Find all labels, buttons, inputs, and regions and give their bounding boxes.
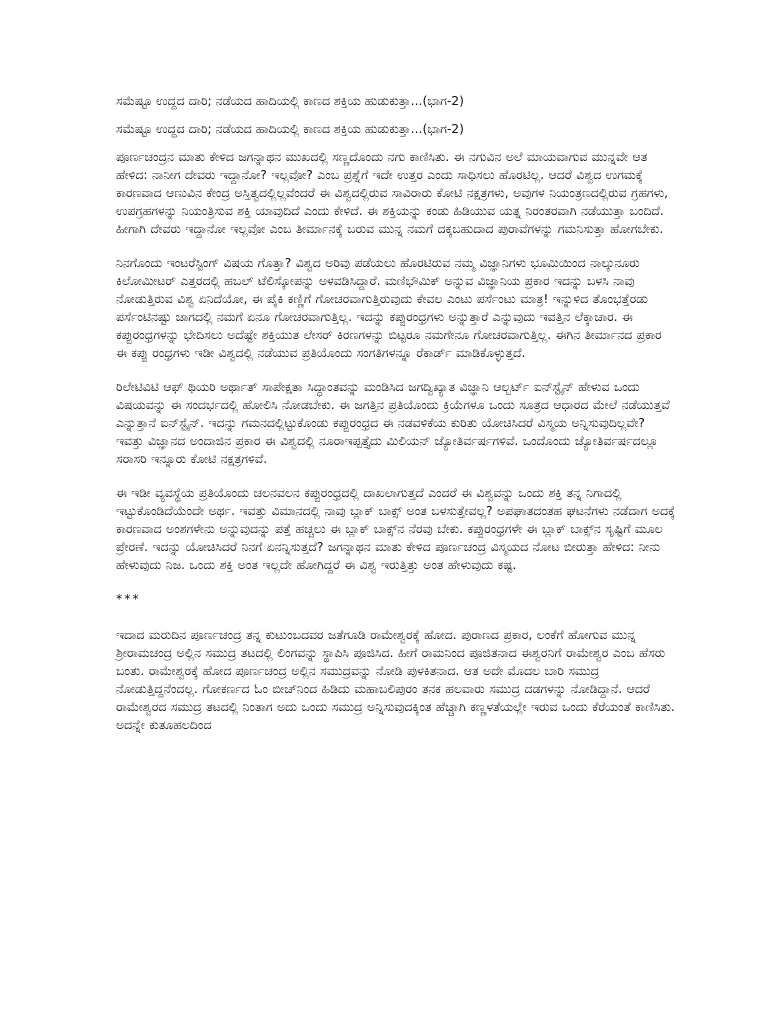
section-separator: *** (116, 591, 141, 606)
paragraph-1: ಪೂರ್ಣಚಂದ್ರನ ಮಾತು ಕೇಳಿದ ಜಗನ್ನಾಥನ ಮುಖದಲ್ಲಿ ಸಣ್ಣದೊಂದು ನಗು ಕಾಣಿಸಿತು. ಈ ನಗುವಿನ ಅಲೆ ಮಾಯವಾಗುವ ಮುನ್ನವೇ ಆತ ಹೇಳಿದ: ನಾನೀಗ ದೇವರು ಇದ್ದಾನೋ? ಇಲ್ಲವೋ? ಎಂಬ ಪ್ರಶ್ನೆಗೆ ಇದೇ ಉತ್ತರ ಎಂದು ಸಾಧಿಸಲು ಹೊರಟಿಲ್ಲ. ಆದರೆ ವಿಶ್ವದ ಉಗಮಕ್ಕೆ ಕಾರಣವಾದ ಆಣುವಿನ ಕೇಂದ್ರ ಅಸ್ತಿತ್ವದಲ್ಲಿಲ್ಲವೆಂದರೆ ಈ ವಿಶ್ವದಲ್ಲಿರುವ ಸಾವಿರಾರು ಕೋಟಿ ನಕ್ಷತ್ರಗಳು, ಅವುಗಳ ನಿಯಂತ್ರಣದಲ್ಲಿರುವ ಗ್ರಹಗಳು, ಉಪಗ್ರಹಗಳನ್ನು ನಿಯಂತ್ರಿಸುವ ಶಕ್ತಿ ಯಾವುದಿದೆ ಎಂದು ಕೇಳಿದೆ. ಈ ಶಕ್ತಿಯನ್ನು ಕಂಡು ಹಿಡಿಯುವ ಯತ್ನ ನಿರಂತರವಾಗಿ ನಡೆಯುತ್ತಾ ಬಂದಿದೆ. ಹೀಗಾಗಿ ದೇವರು ಇದ್ದಾನೋ ಇಲ್ಲವೋ ಎಂಬ ತೀರ್ಮಾನಕ್ಕೆ ಬರುವ ಮುನ್ನ ನಮಗೆ ದಕ್ಕಬಹುದಾದ ಪುರಾವೆಗಳನ್ನು ಗಮನಿಸುತ್ತಾ ಹೋಗಬೇಕು. (116, 149, 669, 236)
paragraph-2: ನಿನಗೊಂದು ಇಂಟರೆಸ್ಟಿಂಗ್ ವಿಷಯ ಗೊತ್ತಾ? ವಿಶ್ವದ ಅರಿವು ಪಡೆಯಲು ಹೊರಟಿರುವ ನಮ್ಮ ವಿಜ್ಞಾನಿಗಳು ಭೂಮಿಯಿಂದ ನಾಲ್ಕುನೂರು ಕಿಲೋಮೀಟರ್ ಎತ್ತರದಲ್ಲಿ ಹಬಲ್ ಟೆಲಿಸ್ಕೋಪನ್ನು ಅಳವಡಿಸಿದ್ದಾರೆ. ಮಣಿಭೌಮಿಕ್ ಅನ್ನುವ ವಿಜ್ಞಾನಿಯ ಪ್ರಕಾರ ಇದನ್ನು ಬಳಸಿ ನಾವು ನೋಡುತ್ತಿರುವ ವಿಶ್ವ ಏನಿದೆಯೋ, ಈ ಪೈಕಿ ಕಣ್ಣಿಗೆ ಗೋಚರವಾಗುತ್ತಿರುವುದು ಕೇವಲ ಎಂಟು ಪರ್ಸೆಂಟು ಮಾತ್ರ! ಇನ್ನುಳಿದ ತೊಂಭತ್ತೆರಡು ಪರ್ಸೆಂಟಿನಷ್ಟು ಜಾಗದಲ್ಲಿ ನಮಗೆ ಏನೂ ಗೋಚರವಾಗುತ್ತಿಲ್ಲ. ಇದನ್ನು ಕಪ್ಪುರಂಧ್ರಗಳು ಅನ್ನುತ್ತಾರೆ ಎನ್ನುವುದು ಇವತ್ತಿನ ಲೆಕ್ಕಾಚಾರ. ಈ ಕಪ್ಪುರಂಧ್ರಗಳನ್ನು ಭೇದಿಸಲು ಅದೆಷ್ಟೇ ಶಕ್ತಿಯುತ ಲೇಸರ್ ಕಿರಣಗಳನ್ನು ಬಿಟ್ಟರೂ ನಮಗೇನೂ ಗೋಚರವಾಗುತ್ತಿಲ್ಲ. ಈಗಿನ ತೀರ್ಮಾನದ ಪ್ರಕಾರ ಈ ಕಪ್ಪು ರಂಧ್ರಗಳು ಇಡೀ ವಿಶ್ವದಲ್ಲಿ ನಡೆಯುವ ಪ್ರತಿಯೊಂದು ಸಂಗತಿಗಳನ್ನೂ ರೆಕಾರ್ಡ್ ಮಾಡಿಕೊಳ್ಳುತ್ತದೆ. (116, 255, 662, 360)
paragraph-4: ಈ ಇಡೀ ವ್ಯವಸ್ಥೆಯ ಪ್ರತಿಯೊಂದು ಚಲನವಲನ ಕಪ್ಪುರಂಧ್ರದಲ್ಲಿ ದಾಖಲಾಗುತ್ತದೆ ಎಂದರೆ ಈ ವಿಶ್ವವನ್ನು ಒಂದು ಶಕ್ತಿ ತನ್ನ ನಿಗಾದಲ್ಲಿ ಇಟ್ಟುಕೊಂಡಿದೆಯೆಂದೇ ಅರ್ಥ. ಇವತ್ತು ವಿಮಾನದಲ್ಲಿ ನಾವು ಬ್ಲಾಕ್ ಬಾಕ್ಸ್ ಅಂತ ಬಳಸುತ್ತೇವಲ್ಲ? ಅಪಘಾತದಂತಹ ಘಟನೆಗಳು ನಡೆದಾಗ ಅದಕ್ಕೆ ಕಾರಣವಾದ ಅಂಶಗಳೇನು ಅನ್ನುವುದನ್ನು ಪತ್ತೆ ಹಚ್ಚಲು ಈ ಬ್ಲಾಕ್ ಬಾಕ್ಸ್‌ನ ನೆರವು ಬೇಕು. ಕಪ್ಪುರಂಧ್ರಗಳೇ ಈ ಬ್ಲಾಕ್ ಬಾಕ್ಸ್‌ನ ಸೃಷ್ಟಿಗೆ ಮೂಲ ಪ್ರೇರಣೆ. ಇದನ್ನು ಯೋಚಿಸಿದರೆ ನಿನಗೆ ಏನನ್ನಿಸುತ್ತದೆ? ಜಗನ್ನಾಥನ ಮಾತು ಕೇಳಿದ ಪೂರ್ಣಚಂದ್ರ ವಿಸ್ಮಯದ ನೋಟ ಬೀರುತ್ತಾ ಹೇಳಿದ: ನೀನು ಹೇಳುವುದು ನಿಜ. ಒಂದು ಶಕ್ತಿ ಅಂತ ಇಲ್ಲದೇ ಹೋಗಿದ್ದರೆ ಈ ವಿಶ್ವ ಇರುತ್ತಿತ್ತು ಅಂತ ಹೇಳುವುದು ಕಷ್ಟ. (116, 485, 676, 572)
article-title: ಸಮೆಷ್ಟೂ ಉದ್ದದ ದಾರಿ; ನಡೆಯದ ಹಾದಿಯಲ್ಲಿ ಕಾಣದ ಶಕ್ತಿಯ ಹುಡುಕುತ್ತಾ...(ಭಾಗ-2) (116, 93, 465, 108)
document-page (116, 92, 676, 750)
paragraph-5: ಇದಾದ ಮರುದಿನ ಪೂರ್ಣಚಂದ್ರ ತನ್ನ ಕುಟುಂಬದವರ ಜತೆಗೂಡಿ ರಾಮೇಶ್ವರಕ್ಕೆ ಹೋದ. ಪುರಾಣದ ಪ್ರಕಾರ, ಲಂಕೆಗೆ ಹೋಗುವ ಮುನ್ನ ಶ್ರೀರಾಮಚಂದ್ರ ಅಲ್ಲಿನ ಸಮುದ್ರ ತಟದಲ್ಲಿ ಲಿಂಗವನ್ನು ಸ್ಥಾಪಿಸಿ ಪೂಜಿಸಿದ. ಹೀಗೆ ರಾಮನಿಂದ ಪೂಜಿತನಾದ ಈಶ್ವರನಿಗೆ ರಾಮೇಶ್ವರ ಎಂಬ ಹೆಸರು ಬಂತು. ರಾಮೇಶ್ವರಕ್ಕೆ ಹೋದ ಪೂರ್ಣಚಂದ್ರ ಅಲ್ಲಿನ ಸಮುದ್ರವನ್ನು ನೋಡಿ ಪುಳಕಿತನಾದ. ಆತ ಅದೇ ಮೊದಲ ಬಾರಿ ಸಮುದ್ರ ನೋಡುತ್ತಿದ್ದನೆಂದಲ್ಲ. ಗೋಕರ್ಣದ ಓಂ ಬೀಚ್‌ನಿಂದ ಹಿಡಿದು ಮಹಾಬಲಿಪುರಂ ತನಕ ಹಲವಾರು ಸಮುದ್ರ ದಡಗಳನ್ನು ನೋಡಿದ್ದಾನೆ. ಆದರೆ ರಾಮೇಶ್ವರದ ಸಮುದ್ರ ತಟದಲ್ಲಿ ನಿಂತಾಗ ಅದು ಒಂದು ಸಮುದ್ರ ಅನ್ನಿಸುವುದಕ್ಕಿಂತ ಹೆಚ್ಚಾಗಿ ಕಣ್ಣಳತೆಯಲ್ಲೇ ಇರುವ ಒಂದು ಕೆರೆಯಂತೆ ಕಾಣಿಸಿತು. ಅದನ್ನೇ ಕುತೂಹಲದಿಂದ (116, 627, 675, 732)
article-title-repeat: ಸಮೆಷ್ಟೂ ಉದ್ದದ ದಾರಿ; ನಡೆಯದ ಹಾದಿಯಲ್ಲಿ ಕಾಣದ ಶಕ್ತಿಯ ಹುಡುಕುತ್ತಾ...(ಭಾಗ-2) (116, 121, 465, 136)
paragraph-3: ರಿಲೇಟಿವಿಟಿ ಆಫ್ ಥಿಯರಿ ಅರ್ಥಾತ್ ಸಾಪೇಕ್ಷತಾ ಸಿದ್ಧಾಂತವನ್ನು ಮಂಡಿಸಿದ ಜಗದ್ವಿಖ್ಯಾತ ವಿಜ್ಞಾನಿ ಆಲ್ಬರ್ಟ್ ಐನ್‌ಸ್ಟೈನ್ ಹೇಳುವ ಒಂದು ವಿಷಯವನ್ನು ಈ ಸಂದರ್ಭದಲ್ಲಿ ಹೋಲಿಸಿ ನೋಡಬೇಕು. ಈ ಜಗತ್ತಿನ ಪ್ರತಿಯೊಂದು ಕ್ರಿಯೆಗಳೂ ಒಂದು ಸೂತ್ರದ ಆಧಾರದ ಮೇಲೆ ನಡೆಯುತ್ತವೆ ಎನ್ನುತ್ತಾನೆ ಐನ್‌ಸ್ಟೈನ್. ಇದನ್ನು ಗಮನದಲ್ಲಿಟ್ಟುಕೊಂಡು ಕಪ್ಪುರಂಧ್ರದ ಈ ನಡವಳಿಕೆಯ ಕುರಿತು ಯೋಚಿಸಿದರೆ ವಿಸ್ಮಯ ಅನ್ನಿಸುವುದಿಲ್ಲವೇ? ಇವತ್ತು ವಿಜ್ಞಾನದ ಅಂದಾಜಿನ ಪ್ರಕಾರ ಈ ವಿಶ್ವದಲ್ಲಿ ನೂರಾಇಪ್ಪತ್ತೈದು ಮಿಲಿಯನ್ ಜ್ಯೋತಿರ್ವರ್ಷಗಳಿವೆ. ಒಂದೊಂದು ಜ್ಯೋತಿರ್ವರ್ಷದಲ್ಲೂ ಸರಾಸರಿ ಇನ್ನೂರು ಕೋಟಿ ನಕ್ಷತ್ರಗಳಿವೆ. (116, 379, 670, 466)
